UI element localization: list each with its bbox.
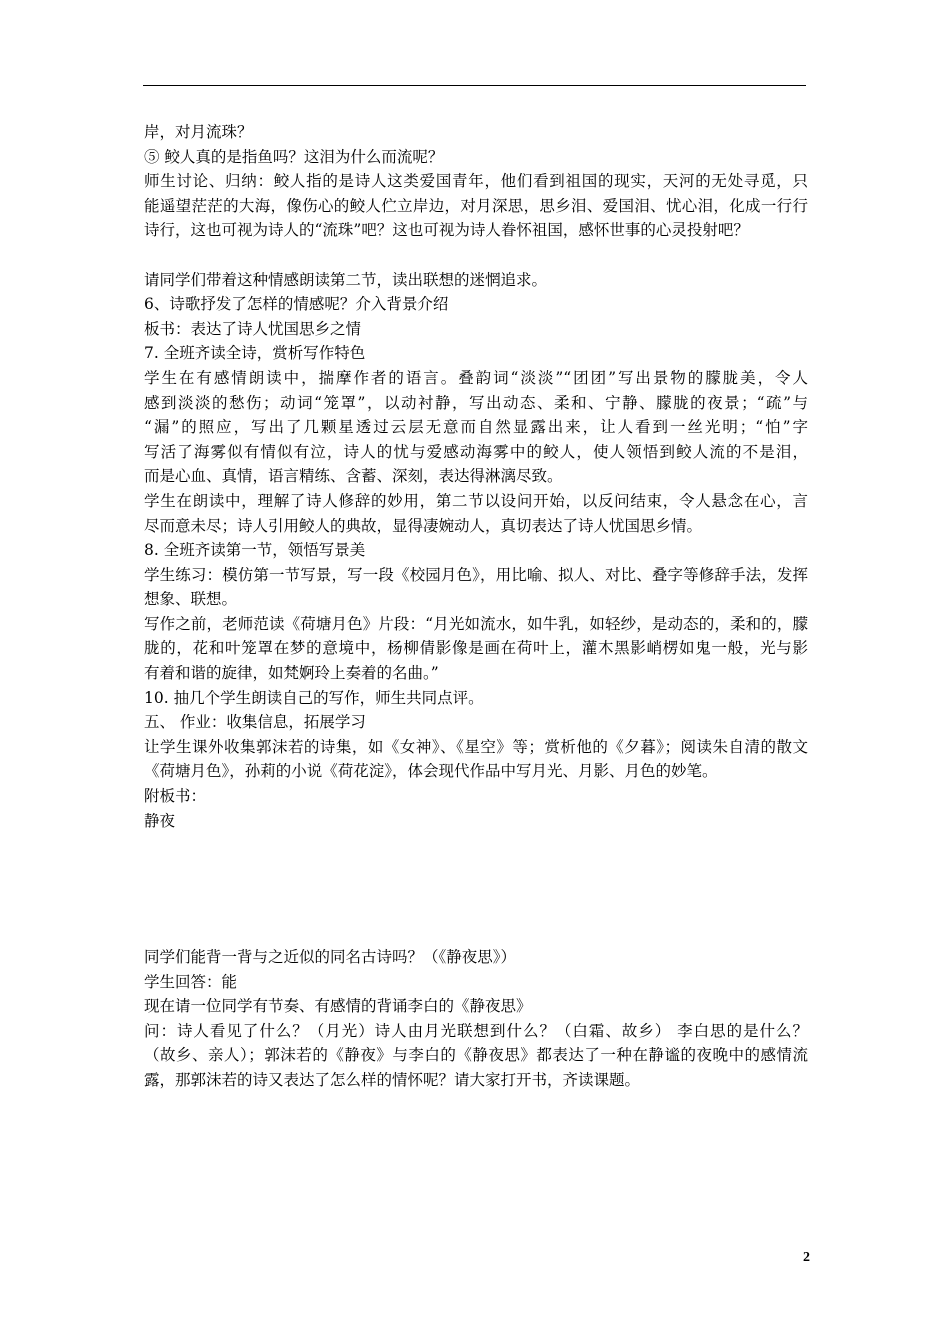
text-line: 学生练习：模仿第一节写景，写一段《校园月色》，用比喻、拟人、对比、叠字等修辞手法，发挥 (144, 565, 808, 584)
text-line: 写活了海雾似有情似有泣，诗人的忧与爱感动海雾中的鲛人，使人领悟到鲛人流的不是泪， (144, 442, 808, 461)
text-line: 而是心血、真情，语言精练、含蓄、深刻，表达得淋漓尽致。 (144, 467, 563, 486)
text-line: 附板书： (144, 787, 207, 806)
text-line: 学生在朗读中，理解了诗人修辞的妙用，第二节以设问开始，以反问结束，令人悬念在心，言 (144, 491, 808, 510)
text-line: 请同学们带着这种情感朗读第二节，读出联想的迷惘追求。 (144, 270, 548, 289)
text-line: 学生在有感情朗读中，揣摩作者的语言。叠韵词“淡淡”“团团”写出景物的朦胧美，令人 (144, 368, 808, 387)
text-line: （故乡、亲人）；郭沫若的《静夜》与李白的《静夜思》都表达了一种在静谧的夜晚中的感情流 (144, 1046, 808, 1065)
text-line: 岸，对月流珠？ (144, 123, 253, 141)
text-line: 《荷塘月色》，孙莉的小说《荷花淀》，体会现代作品中写月光、月影、月色的妙笔。 (144, 762, 718, 781)
text-line: 让学生课外收集郭沫若的诗集，如《女神》、《星空》等；赏析他的《夕暮》；阅读朱自清的散文 (144, 737, 808, 756)
text-line: 感到淡淡的愁伤；动词“笼罩”，以动衬静，写出动态、柔和、宁静、朦胧的夜景；“疏”与 (144, 393, 808, 412)
text-line: 6、诗歌抒发了怎样的情感呢？介入背景介绍 (144, 295, 449, 314)
text-line: 同学们能背一背与之近似的同名古诗吗？（《静夜思》） (144, 948, 517, 966)
text-line: 露，那郭沫若的诗又表达了怎么样的情怀呢？请大家打开书，齐读课题。 (144, 1070, 641, 1089)
text-line: 想象、联想。 (144, 590, 238, 609)
text-line: 写作之前，老师范读《荷塘月色》片段：“月光如流水，如牛乳，如轻纱，是动态的，柔和的，朦 (144, 614, 808, 633)
text-line: 有着和谐的旋律，如梵婀玲上奏着的名曲。” (144, 664, 439, 683)
text-line: 五、 作业：收集信息，拓展学习 (144, 713, 366, 732)
text-line: 诗行，这也可视为诗人的“流珠”吧？这也可视为诗人眷怀祖国，感怀世事的心灵投射吧？ (144, 221, 749, 240)
text-line: 尽而意未尽；诗人引用鲛人的典故，显得凄婉动人，真切表达了诗人忧国思乡情。 (144, 516, 703, 535)
text-line: 7. 全班齐读全诗，赏析写作特色 (144, 344, 366, 363)
text-line: 师生讨论、归纳：鲛人指的是诗人这类爱国青年，他们看到祖国的现实，天河的无处寻觅，只 (144, 172, 808, 191)
text-line: 静夜 (144, 811, 176, 830)
text-line: 学生回答：能 (144, 972, 238, 991)
text-line: 8. 全班齐读第一节，领悟写景美 (144, 541, 366, 560)
body-text-continued (144, 945, 808, 1093)
blank-line (144, 243, 808, 268)
header-rule (143, 85, 806, 86)
text-line: 10. 抽几个学生朗读自己的写作，师生共同点评。 (144, 688, 484, 707)
text-line: “漏”的照应，写出了几颗星透过云层无意而自然显露出来，让人看到一丝光明；“怕”字 (144, 418, 808, 437)
body-text (144, 120, 808, 833)
page-number: 2 (803, 1250, 810, 1265)
text-line: 胧的，花和叶笼罩在梦的意境中，杨柳倩影像是画在荷叶上，灌木黑影峭楞如鬼一般，光与影 (144, 639, 808, 658)
text-line: 能遥望茫茫的大海，像伤心的鲛人伫立岸边，对月深思，思乡泪、爱国泪、忧心泪，化成一行行 (144, 196, 808, 215)
text-line: 现在请一位同学有节奏、有感情的背诵李白的《静夜思》 (144, 997, 532, 1016)
text-line: 问：诗人看见了什么？（月光）诗人由月光联想到什么？（白霜、故乡） 李白思的是什么？ (144, 1021, 808, 1040)
text-line: ⑤ 鲛人真的是指鱼吗？这泪为什么而流呢？ (144, 147, 444, 166)
text-line: 板书：表达了诗人忧国思乡之情 (144, 319, 362, 338)
